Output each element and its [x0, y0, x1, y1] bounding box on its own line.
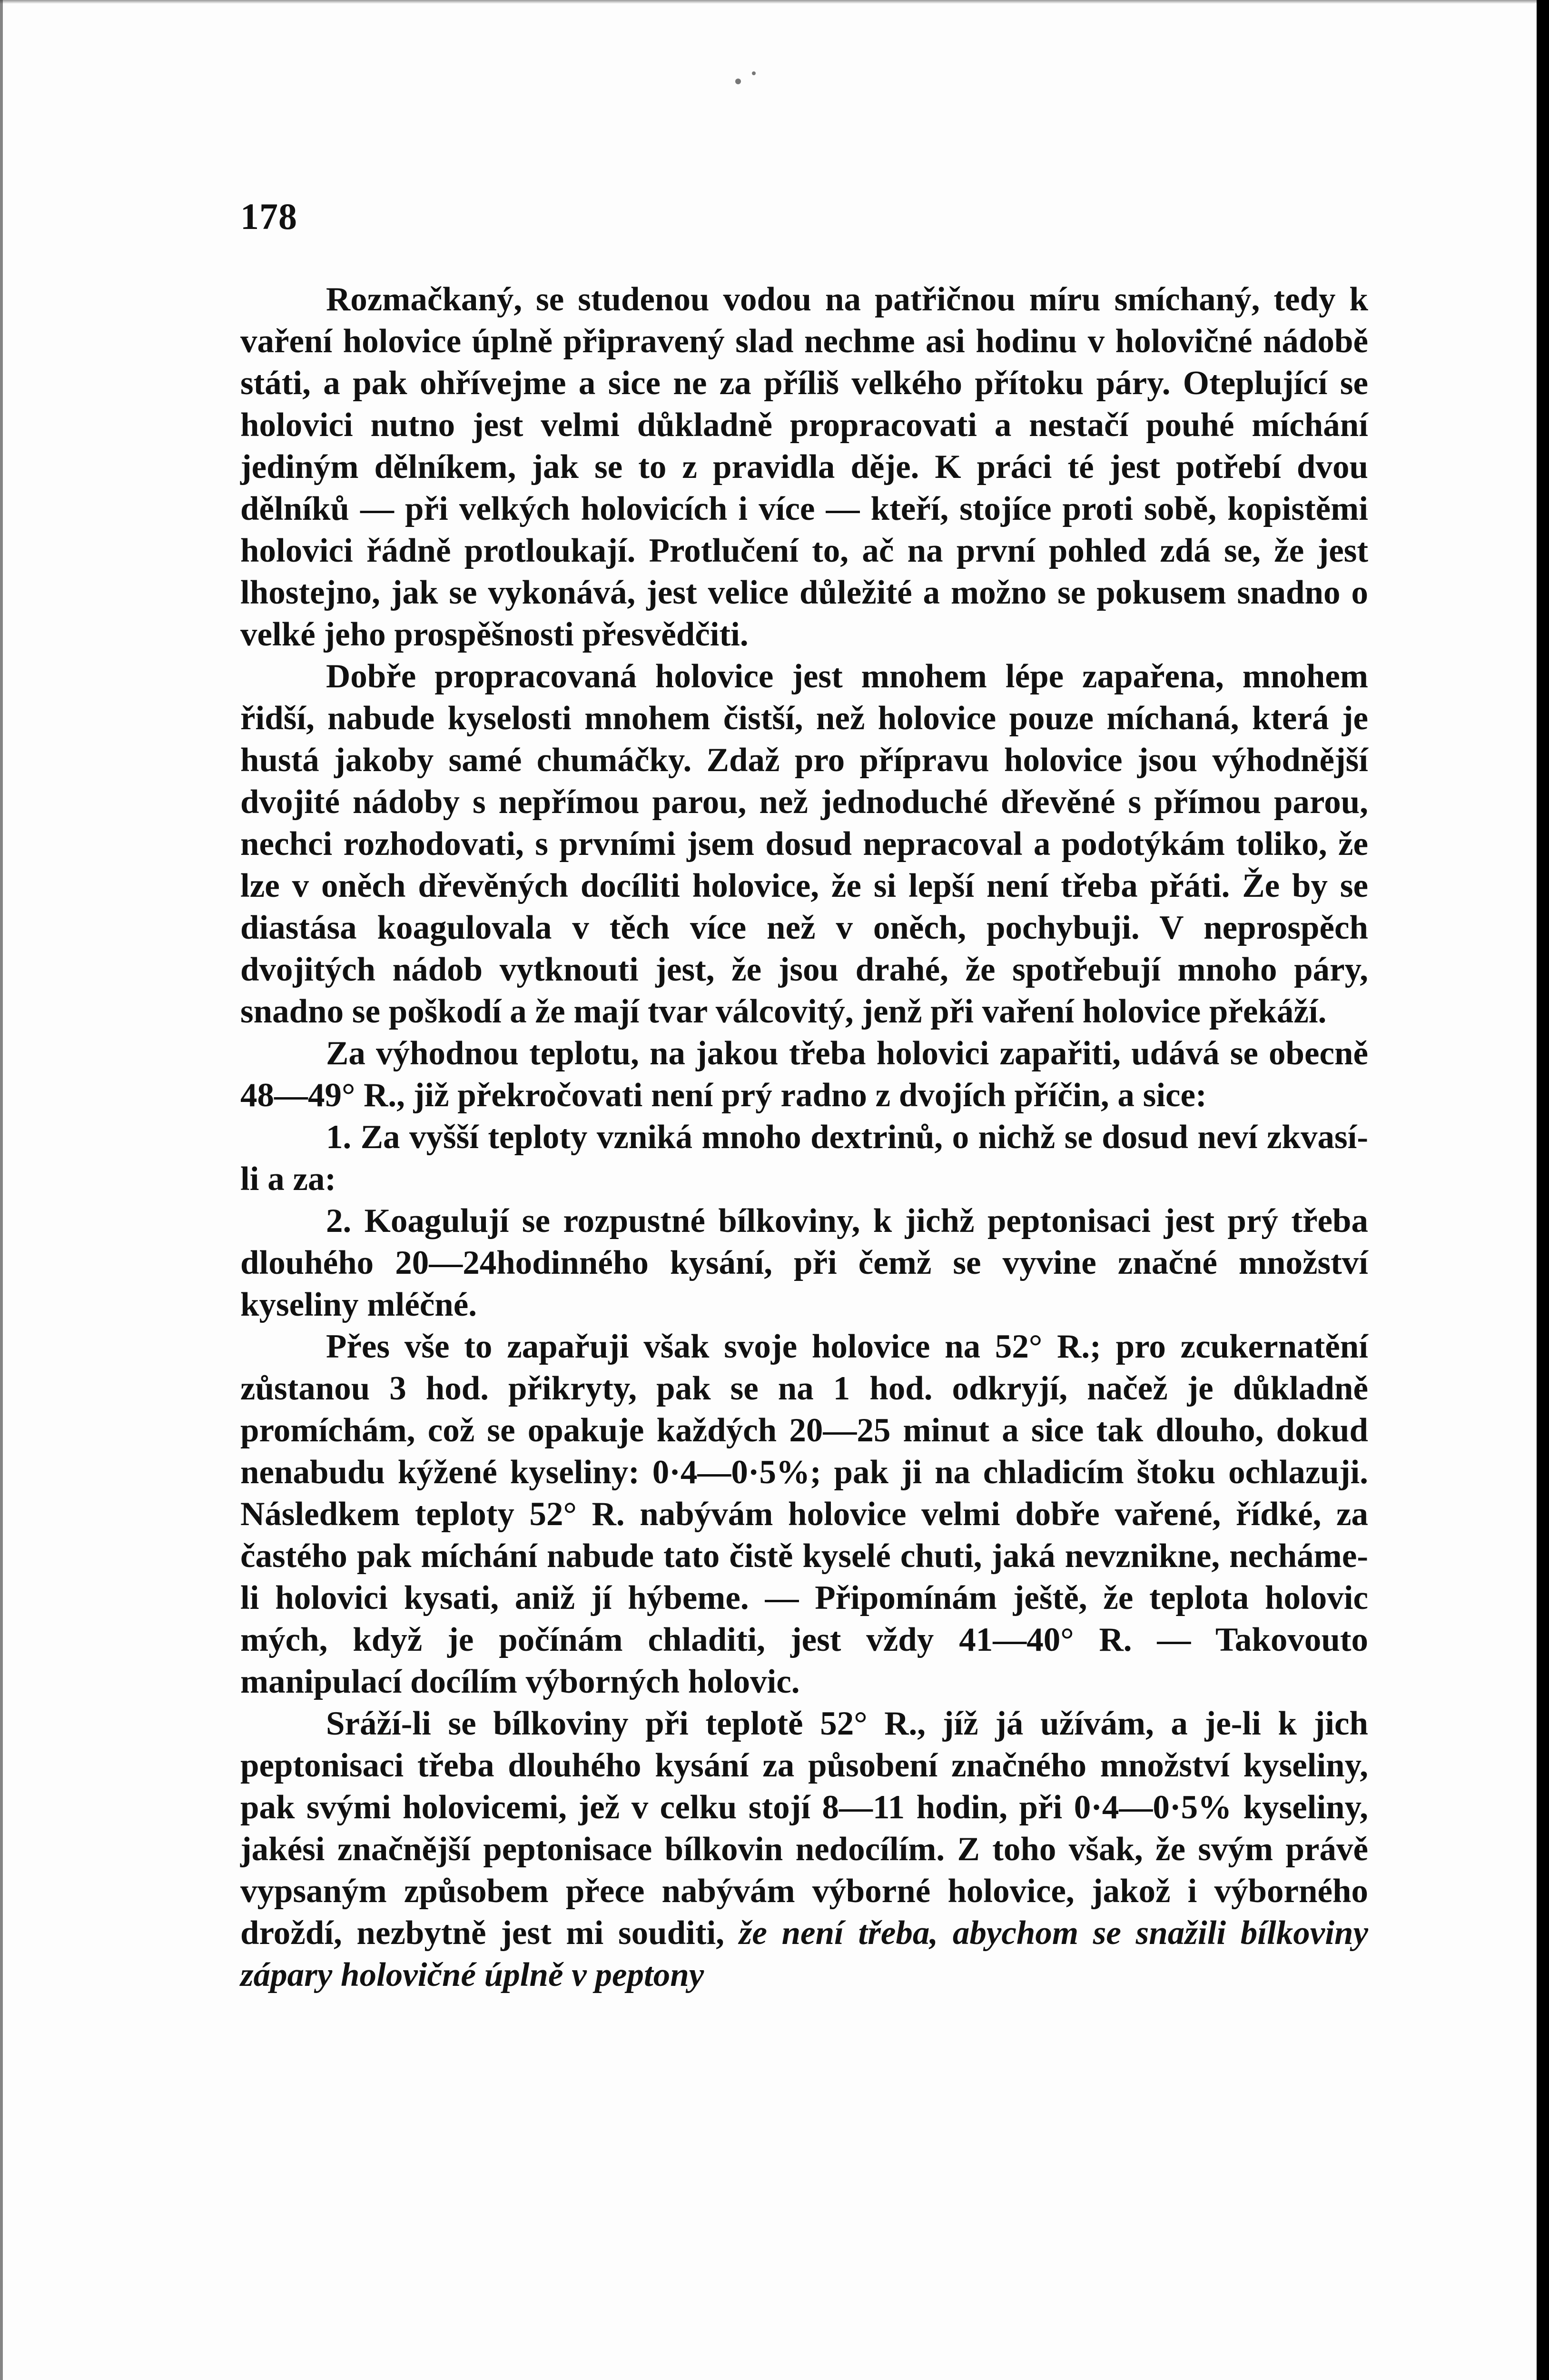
paragraph-3: Za výhodnou teplotu, na jakou třeba holovici zapařiti, udává se obecně 48—49° R., již překročovati není prý radno z dvojích příčin, a sice:	[240, 1035, 1368, 1114]
scan-speck	[752, 71, 756, 75]
paragraph-4: 1. Za vyšší teploty vzniká mnoho dextrinů, o nichž se dosud neví zkvasí-li a za:	[240, 1119, 1368, 1198]
paragraph-7-italic: že není třeba, abychom se snažili bílkoviny zápary holovičné úplně v peptony	[240, 1914, 1369, 1993]
page-number: 178	[240, 196, 297, 237]
paragraph-7-text: Sráží-li se bílkoviny při teplotě 52° R., jíž já užívám, a je-li k jich peptonisaci třeba dlouhého kysání za působení značného množství kyseliny, pak svými holovicemi, jež v celku stojí 8—11 hodin, při 0·4—0·5% kyseliny, jakési značnější peptonisace bílkovin nedocílím. Z toho však, že svým právě vypsaným způsobem přece nabývám výborné holovice, jakož i výborného droždí, nezbytně jest mi souditi,	[240, 1705, 1368, 1952]
paragraph-2: Dobře propracovaná holovice jest mnohem lépe zapařena, mnohem řidší, nabude kyselosti mnohem čistší, než holovice pouze míchaná, která je hustá jakoby samé chumáčky. Zdaž pro přípravu holovice jsou výhodnější dvojité nádoby s nepřímou parou, než jednoduché dřevěné s přímou parou, nechci rozhodovati, s prvními jsem dosud nepracoval a podotýkám toliko, že lze v oněch dřevěných docíliti holovice, že si lepší není třeba přáti. Že by se diastása koagulovala v těch více než v oněch, pochybuji. V neprospěch dvojitých nádob vytknouti jest, že jsou drahé, že spotřebují mnoho páry, snadno se poškodí a že mají tvar válcovitý, jenž při vaření holovice překáží.	[240, 658, 1368, 1030]
body-text	[240, 278, 1368, 1996]
scan-top-edge	[0, 0, 1549, 4]
scan-speck	[735, 79, 741, 84]
scan-left-edge	[0, 0, 3, 2380]
scan-right-edge	[1537, 0, 1549, 2380]
paragraph-5: 2. Koagulují se rozpustné bílkoviny, k jichž peptonisaci jest prý třeba dlouhého 20—24hodinného kysání, při čemž se vyvine značné množství kyseliny mléčné.	[240, 1202, 1368, 1323]
paragraph-6: Přes vše to zapařuji však svoje holovice na 52° R.; pro zcukernatění zůstanou 3 hod. přikryty, pak se na 1 hod. odkryjí, načež je důkladně promíchám, což se opakuje každých 20—25 minut a sice tak dlouho, dokud nenabudu kýžené kyseliny: 0·4—0·5%; pak ji na chladicím štoku ochlazuji. Následkem teploty 52° R. nabývám holovice velmi dobře vařené, řídké, za častého pak míchání nabude tato čistě kyselé chuti, jaká nevznikne, necháme-li holovici kysati, aniž jí hýbeme. — Připomínám ještě, že teplota holovic mých, když je počínám chladiti, jest vždy 41—40° R. — Takovouto manipulací docílím výborných holovic.	[240, 1328, 1368, 1700]
paragraph-7	[240, 1703, 1368, 1996]
paragraph-1: Rozmačkaný, se studenou vodou na patřičnou míru smíchaný, tedy k vaření holovice úplně připravený slad nechme asi hodinu v holovičné nádobě státi, a pak ohřívejme a sice ne za příliš velkého přítoku páry. Oteplující se holovici nutno jest velmi důkladně propracovati a nestačí pouhé míchání jediným dělníkem, jak se to z pravidla děje. K práci té jest potřebí dvou dělníků — při velkých holovicích i více — kteří, stojíce proti sobě, kopistěmi holovici řádně protloukají. Protlučení to, ač na první pohled zdá se, že jest lhostejno, jak se vykonává, jest velice důležité a možno se pokusem snadno o velké jeho prospěšnosti přesvědčiti.	[240, 281, 1368, 653]
